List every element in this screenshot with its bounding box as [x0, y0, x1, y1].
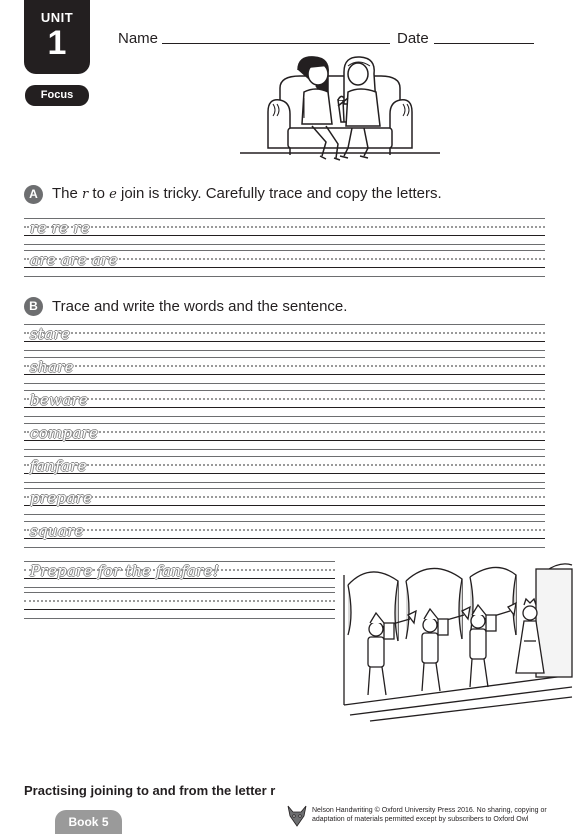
writing-row[interactable]: [24, 456, 545, 482]
date-field[interactable]: [434, 43, 534, 44]
trace-word: share: [30, 358, 74, 376]
letter-r-glyph: r: [82, 187, 89, 202]
trace-text: are are are: [30, 251, 118, 269]
letter-e-glyph: e: [109, 187, 117, 202]
trace-text: re re re: [30, 219, 91, 237]
instruction-text: join is tricky. Carefully trace and copy the letters.: [120, 185, 442, 202]
trace-word: beware: [30, 391, 89, 409]
section-b-badge: B: [24, 297, 43, 316]
writing-row[interactable]: [24, 561, 335, 587]
writing-row[interactable]: [24, 357, 545, 383]
writing-row[interactable]: [24, 592, 335, 618]
book-badge: Book 5: [55, 810, 122, 834]
trace-word: stare: [30, 325, 71, 343]
writing-row[interactable]: [24, 390, 545, 416]
writing-row[interactable]: [24, 250, 545, 276]
writing-row[interactable]: [24, 423, 545, 449]
worksheet-subtitle: Practising joining to and from the letter r: [24, 783, 276, 798]
instruction-text: to: [92, 185, 105, 202]
writing-row[interactable]: [24, 488, 545, 514]
girls-on-sofa-illustration: [240, 52, 440, 176]
focus-badge: Focus: [25, 85, 89, 106]
trumpeters-illustration: [340, 555, 576, 723]
section-a-badge: A: [24, 185, 43, 204]
trace-word: fanfare: [30, 457, 87, 475]
unit-number: 1: [47, 24, 67, 62]
section-a-instruction: [52, 185, 442, 202]
trace-word: compare: [30, 424, 99, 442]
copyright-notice: Nelson Handwriting © Oxford University Press 2016. No sharing, copying or adaptation of materials permitted except by subscribers to Oxford Owl: [312, 807, 547, 823]
name-field[interactable]: [162, 43, 390, 44]
writing-row[interactable]: [24, 218, 545, 244]
date-label: Date: [397, 30, 429, 47]
section-b-instruction: Trace and write the words and the sentence.: [52, 298, 348, 315]
writing-row[interactable]: [24, 324, 545, 350]
fox-logo-icon: [286, 804, 308, 828]
trace-word: prepare: [30, 489, 93, 507]
name-label: Name: [118, 30, 159, 47]
instruction-text: The: [52, 185, 78, 202]
trace-word: square: [30, 522, 84, 540]
trace-sentence: Prepare for the fanfare!: [30, 562, 220, 580]
writing-row[interactable]: [24, 521, 545, 547]
unit-label: UNIT: [40, 10, 74, 25]
unit-tab: [24, 0, 90, 74]
